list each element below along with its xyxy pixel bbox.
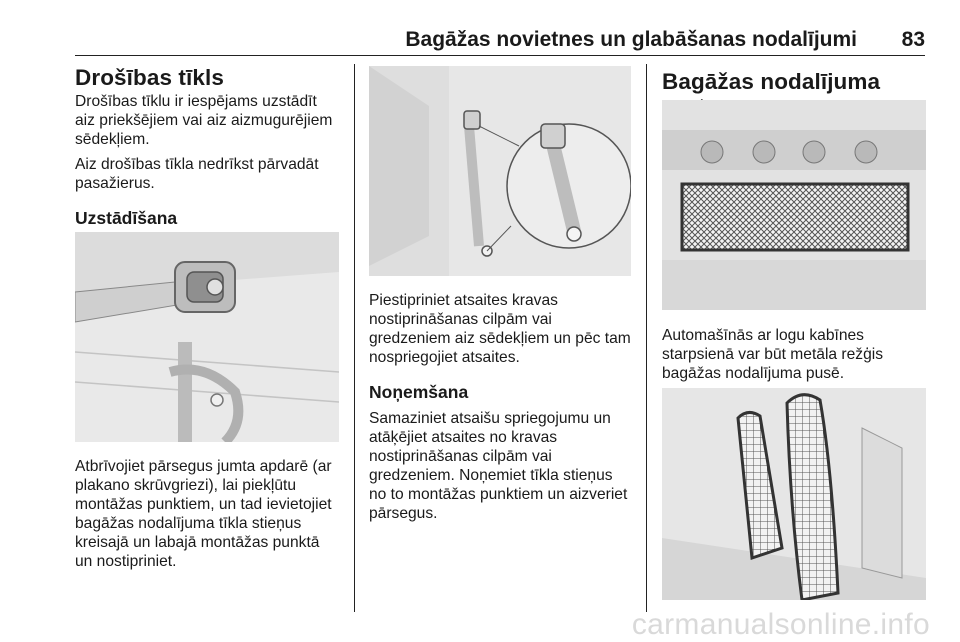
text-line: nostiprināšanas cilpām vai	[369, 448, 552, 465]
running-header	[75, 28, 925, 54]
illustration-roof-mount	[75, 232, 339, 442]
text-line: plakano skrūvgriezi), lai piekļūtu	[75, 477, 297, 494]
text-line: Samaziniet atsaišu spriegojumu un	[369, 410, 611, 427]
text-line: starpsienā var būt metāla režģis	[662, 346, 884, 363]
text-line: Atbrīvojiet pārsegus jumta apdarē (ar	[75, 458, 332, 475]
header-title: Bagāžas novietnes un glabāšanas nodalījumi	[405, 28, 857, 51]
text-line: no to montāžas punktiem un aizveriet	[369, 486, 628, 503]
text-line: gredzeniem. Noņemiet tīkla stieņus	[369, 467, 613, 484]
text-line: pasažierus.	[75, 175, 155, 192]
header-rule	[75, 55, 925, 56]
text-line: Drošības tīklu ir iespējams uzstādīt	[75, 93, 317, 110]
middle-column	[369, 291, 639, 523]
illustration-side-grilles	[662, 388, 926, 600]
subheading-removal: Noņemšana	[369, 382, 469, 402]
text-line: atāķējiet atsaites no kravas	[369, 429, 558, 446]
text-line: Automašīnās ar logu kabīnes	[662, 327, 864, 344]
text-line: kreisajā un labajā montāžas punktā	[75, 534, 320, 551]
section-heading-safety-net: Drošības tīkls	[75, 65, 224, 90]
illustration-partition-grille	[662, 100, 926, 310]
text-line: bagāžas nodalījuma pusē.	[662, 365, 845, 382]
subheading-installation: Uzstādīšana	[75, 208, 178, 228]
text-line: Piestipriniet atsaites kravas	[369, 292, 558, 309]
section-heading-cargo-grille: Bagāžas nodalījuma	[662, 69, 881, 94]
text-line: pārsegus.	[369, 505, 438, 522]
text-line: sēdekļiem.	[75, 131, 150, 148]
text-line: montāžas punktiem, un tad ievietojiet	[75, 496, 332, 513]
column-divider-left	[354, 64, 355, 612]
text-line: bagāžas nodalījuma tīkla stieņus	[75, 515, 302, 532]
illustration-lashing-strap	[369, 66, 631, 276]
text-line: nostiprināšanas cilpām vai	[369, 311, 552, 328]
text-line: aiz priekšējiem vai aiz aizmugurējiem	[75, 112, 333, 129]
text-line: gredzeniem aiz sēdekļiem un pēc tam	[369, 330, 631, 347]
text-line: un nostipriniet.	[75, 553, 177, 570]
watermark-url: carmanualsonline.info	[631, 608, 930, 641]
column-divider-right	[646, 64, 647, 612]
page-number: 83	[901, 28, 925, 51]
left-column	[75, 64, 345, 229]
text-line: nospriegojiet atsaites.	[369, 349, 520, 366]
left-caption	[75, 457, 350, 571]
text-line: Aiz drošības tīkla nedrīkst pārvadāt	[75, 156, 319, 173]
right-column-text	[662, 326, 942, 383]
